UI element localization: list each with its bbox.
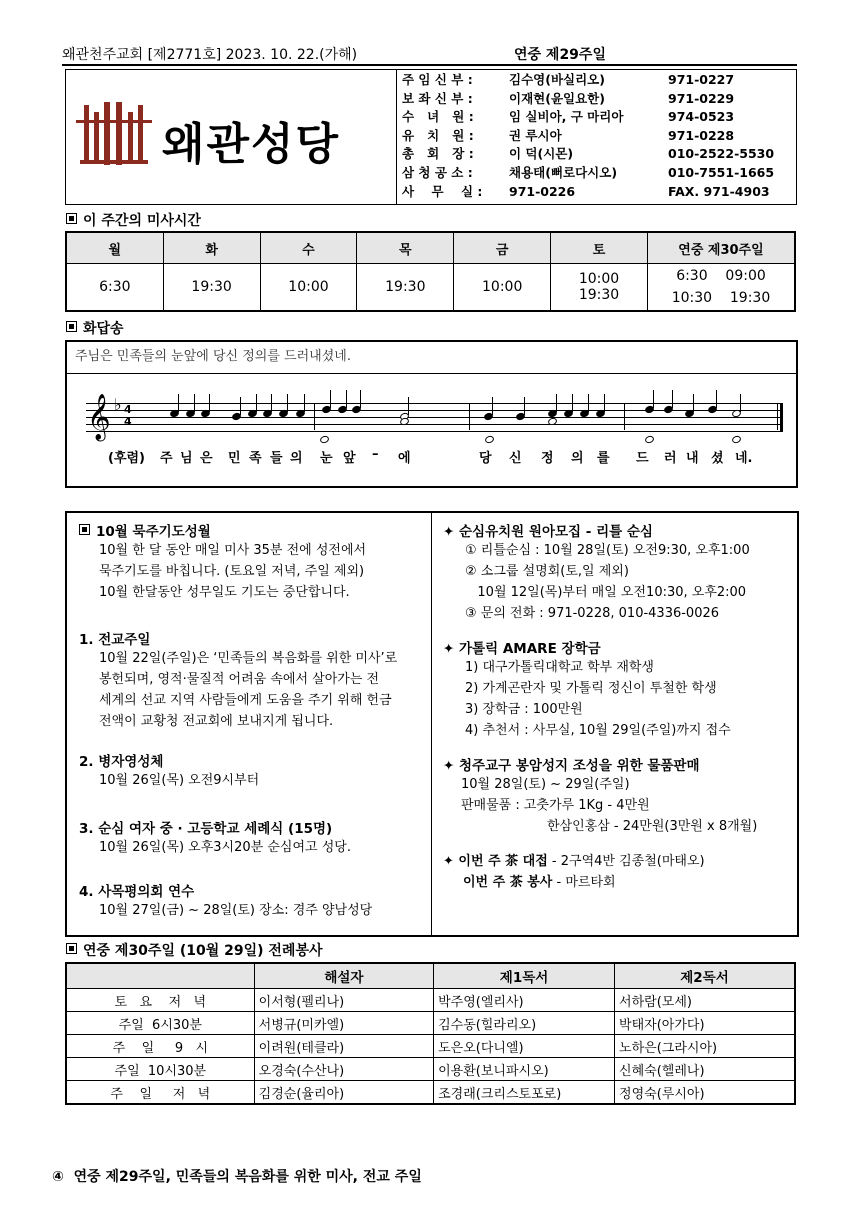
liturgy-reader: 김수동(힐라리오)	[434, 1012, 615, 1035]
liturgy-header-cell: 해설자	[254, 963, 433, 989]
mass-day-header: 금	[454, 232, 551, 264]
staff-role: 삼 청 공 소 :	[402, 165, 473, 180]
diamond-bullet-icon: ✦	[443, 524, 460, 540]
staff-phone: 010-2522-5530	[668, 146, 775, 162]
psalm-lyric-syllable: 의	[290, 451, 303, 466]
staff-name: 김수영(바실리오)	[509, 72, 605, 87]
notice-line: 판매물품 : 고춧가루 1Kg - 4만원	[461, 798, 650, 813]
liturgy-reader: 이용환(보니파시오)	[434, 1058, 615, 1081]
psalm-lyric-syllable: 정	[541, 451, 554, 466]
staff-row	[402, 145, 792, 163]
liturgy-reader: 오경숙(수산나)	[254, 1058, 433, 1081]
note-stem	[588, 394, 589, 412]
diamond-bullet-icon: ✦	[443, 641, 460, 657]
liturgy-reader: 박태자(아가다)	[615, 1012, 795, 1035]
music-staff	[86, 403, 782, 433]
notice-line: 한삼인홍삼 - 24만원(3만원 x 8개월)	[547, 819, 758, 834]
liturgy-reader: 노하은(그라시아)	[615, 1035, 795, 1058]
bar-line	[624, 403, 625, 430]
tea-duty-value: - 2구역4반 김종철(마태오)	[547, 854, 705, 869]
mass-schedule-table	[65, 231, 796, 312]
liturgy-reader: 김경순(율리아)	[254, 1081, 433, 1105]
liturgy-reader: 서병규(미카엘)	[254, 1012, 433, 1035]
sale-body	[443, 774, 793, 837]
notice-line: 10월 26일(목) 오후3시20분 순심여고 성당.	[99, 840, 351, 855]
notice-line: 4) 추천서 : 사무실, 10월 29일(주일)까지 접수	[465, 723, 731, 738]
liturgy-row	[66, 1081, 795, 1105]
liturgy-mass-time: 주일 6시30분	[66, 1012, 254, 1035]
staff-row	[402, 71, 792, 89]
notice-line: 10월 22일(주일)은 ‘민족들의 복음화를 위한 미사’로	[99, 651, 398, 666]
bar-line	[469, 403, 470, 430]
notice-body	[79, 900, 434, 921]
psalm-lyric-syllable: 의	[571, 451, 584, 466]
note-stem	[360, 390, 361, 408]
psalm-lyric-syllable: 당	[479, 451, 492, 466]
notice-line: 3) 장학금 : 100만원	[465, 702, 583, 717]
liturgy-reader: 서하람(모세)	[615, 989, 795, 1012]
psalm-text: 주님은 민족들의 눈앞에 당신 정의를 드러내셨네.	[75, 349, 351, 364]
notice-heading: 4. 사목평의회 연수	[79, 884, 195, 900]
liturgy-header-row	[66, 963, 795, 989]
note-stem	[653, 390, 654, 408]
psalm-lyric-syllable: 눈	[320, 451, 333, 466]
tea-service-label: 이번 주 茶 봉사	[463, 875, 553, 890]
staff-row	[402, 183, 792, 201]
liturgy-reader: 이서형(펠리나)	[254, 989, 433, 1012]
note-stem	[408, 397, 409, 415]
diamond-bullet-icon: ✦	[443, 854, 459, 869]
tea-service	[443, 872, 793, 893]
notice-line: 10월 28일(토) ~ 29일(주일)	[461, 777, 630, 792]
logo-area	[66, 70, 396, 204]
liturgy-row	[66, 989, 795, 1012]
liturgy-header-cell: 제2독서	[615, 963, 795, 989]
rosary-month-body	[79, 540, 434, 603]
header-rule	[62, 64, 797, 66]
staff-role: 사 무 실 :	[402, 183, 483, 199]
liturgy-mass-time: 주 일 저 녁	[66, 1081, 254, 1105]
psalm-lyric-syllable: 내	[686, 451, 699, 466]
liturgy-row	[66, 1012, 795, 1035]
key-signature-flat-icon: ♭	[114, 395, 122, 414]
notice-line: 10월 27일(금) ~ 28일(토) 장소: 경주 양남성당	[99, 903, 373, 918]
psalm-lyric-syllable: 앞	[343, 451, 356, 466]
staff-row	[402, 108, 792, 126]
staff-role: 유 치 원 :	[402, 127, 474, 143]
note-stem	[672, 390, 673, 408]
mass-time-saturday: 19:30	[578, 287, 620, 303]
staff-name: 채용태(뻐로다시오)	[509, 165, 618, 180]
mass-time-cell: 10:00	[260, 264, 357, 312]
note-stem	[492, 397, 493, 415]
liturgy-mass-time: 주 일 9 시	[66, 1035, 254, 1058]
psalm-lyric-syllable: 러	[664, 451, 677, 466]
psalm-lyric-syllable: 민	[228, 451, 241, 466]
notice-heading: 2. 병자영성체	[79, 754, 164, 770]
notice-line: ② 소그룹 설명회(토,일 제외)	[465, 564, 629, 579]
note-stem	[524, 397, 525, 415]
liturgy-reader: 박주영(엘리사)	[434, 989, 615, 1012]
note-stem	[740, 394, 741, 412]
scholarship-heading	[443, 637, 793, 657]
rosary-line: 10월 한 달 동안 매일 미사 35분 전에 성전에서	[99, 543, 367, 558]
staff-phone: 974-0523	[668, 109, 735, 125]
staff-role: 총 회 장 :	[402, 146, 474, 162]
square-bullet-icon	[66, 943, 77, 954]
staff-phone: 971-0227	[668, 72, 735, 87]
liturgy-mass-time: 토 요 저 녁	[66, 989, 254, 1012]
notice-line: 10월 26일(목) 오전9시부터	[99, 773, 260, 788]
diamond-bullet-icon: ✦	[443, 758, 460, 774]
psalm-lyric-syllable: 드	[636, 451, 649, 466]
psalm-lyric-syllable: 셨	[711, 451, 724, 466]
note-stem	[556, 394, 557, 412]
mass-time-cell-saturday	[551, 264, 648, 312]
footer-text: 연중 제29주일, 민족들의 복음화를 위한 미사, 전교 주일	[73, 1169, 422, 1185]
masthead-box	[65, 69, 797, 205]
notice-body	[79, 837, 434, 858]
note-stem	[271, 394, 272, 412]
liturgy-table	[65, 962, 796, 1105]
liturgy-row	[66, 1035, 795, 1058]
bulletin-issue-date: 왜관천주교회 [제2771호] 2023. 10. 22.(가해)	[62, 47, 358, 63]
liturgy-row	[66, 1058, 795, 1081]
mass-time-cell-sunday	[647, 264, 795, 312]
tea-service-value: - 마르타회	[552, 875, 616, 890]
psalm-lyric-syllable: 신	[509, 451, 522, 466]
note-stem	[256, 394, 257, 412]
notice-body	[79, 770, 434, 791]
time-signature: 4 4	[124, 403, 132, 428]
notice-line: 세계의 선교 지역 사람들에게 도움을 주기 위해 헌금	[99, 693, 392, 708]
sale-title: 청주교구 봉암성지 조성을 위한 물품판매	[459, 758, 700, 774]
staff-name: 임 실비아, 구 마리아	[509, 109, 624, 125]
liturgy-header-cell	[66, 963, 254, 989]
scholarship-title: 가톨릭 AMARE 장학금	[459, 641, 601, 657]
liturgy-mass-time: 주일 10시30분	[66, 1058, 254, 1081]
note-stem	[716, 390, 717, 408]
staff-name: 이 덕(시몬)	[509, 146, 574, 162]
note-stem	[209, 394, 210, 412]
kindergarten-title: 순심유치원 원아모집 - 리틀 순심	[459, 524, 653, 540]
mass-time-saturday: 10:00	[578, 271, 620, 287]
note-stem	[287, 394, 288, 412]
psalm-lyric-syllable: 를	[597, 451, 610, 466]
note-stem	[346, 390, 347, 408]
psalm-lyric-syllable: 주	[160, 451, 173, 466]
mass-times-row	[66, 264, 795, 312]
notice-heading: 1. 전교주일	[79, 632, 151, 648]
staff-role: 수 녀 원 :	[402, 109, 474, 125]
liturgy-reader: 조경래(크리스토포로)	[434, 1081, 615, 1105]
staff-name: 이재현(윤일요한)	[509, 90, 605, 106]
psalm-lyric-syllable: 님	[180, 451, 193, 466]
psalm-lyric-syllable: 에	[398, 451, 411, 466]
psalm-lyric-syllable: 들	[270, 451, 283, 466]
kindergarten-heading	[443, 520, 793, 540]
mass-schedule-title-text: 이 주간의 미사시간	[83, 213, 201, 229]
mass-time-sunday: 10:30 19:30	[671, 290, 771, 306]
psalm-title	[66, 318, 124, 338]
note-stem	[693, 394, 694, 412]
notice-body	[79, 648, 434, 732]
liturgy-reader: 신혜숙(헬레나)	[615, 1058, 795, 1081]
notice-line: 전액이 교황청 전교회에 보내지게 됩니다.	[99, 714, 334, 729]
notice-line: 봉헌되며, 영적·물질적 어려움 속에서 살아가는 전	[99, 672, 380, 687]
liturgy-reader: 정영숙(루시아)	[615, 1081, 795, 1105]
mass-day-header: 토	[551, 232, 648, 264]
rosary-line: 10월 한달동안 성무일도 기도는 중단합니다.	[99, 585, 350, 600]
mass-time-cell: 19:30	[163, 264, 260, 312]
liturgy-title	[66, 940, 323, 960]
liturgy-header-cell: 제1독서	[434, 963, 615, 989]
liturgy-reader: 도은오(다니엘)	[434, 1035, 615, 1058]
notice-line: 1) 대구가톨릭대학교 학부 재학생	[465, 660, 654, 675]
psalm-lyric-syllable: 은	[200, 451, 213, 466]
note-stem	[604, 394, 605, 412]
notice-line: ① 리틀순심 : 10월 28일(토) 오전9:30, 오후1:00	[465, 543, 750, 558]
bar-line	[314, 403, 315, 430]
mass-day-header: 목	[357, 232, 454, 264]
mass-time-cell: 10:00	[454, 264, 551, 312]
note-stem	[572, 394, 573, 412]
notices-right-column	[443, 520, 793, 893]
notice-line: ③ 문의 전화 : 971-0228, 010-4336-0026	[465, 606, 720, 621]
psalm-lyric-syllable: 네.	[735, 451, 753, 466]
left-notice-items	[79, 628, 434, 921]
note-stem	[304, 394, 305, 412]
final-bar-line	[780, 403, 783, 432]
page-number: ④	[52, 1169, 64, 1185]
notice-line: 10월 12일(목)부터 매일 오전10:30, 오후2:00	[465, 585, 747, 600]
liturgy-title-text: 연중 제30주일 (10월 29일) 전례봉사	[83, 943, 323, 959]
sale-heading	[443, 754, 793, 774]
liturgy-reader: 이려원(테클라)	[254, 1035, 433, 1058]
notices-left-column	[79, 520, 434, 921]
mass-schedule-title	[66, 210, 201, 230]
mass-header-row	[66, 232, 795, 264]
mass-time-sunday: 6:30 09:00	[676, 268, 766, 284]
rosary-line: 묵주기도를 바칩니다. (토요일 저녁, 주일 제외)	[99, 564, 365, 579]
mass-time-cell: 19:30	[357, 264, 454, 312]
psalm-divider	[67, 373, 796, 374]
liturgical-sunday: 연중 제29주일	[514, 47, 606, 63]
psalm-title-text: 화답송	[83, 321, 124, 337]
note-stem	[194, 394, 195, 412]
footer	[52, 1166, 422, 1186]
staff-role: 보 좌 신 부 :	[402, 90, 473, 106]
scholarship-body	[443, 657, 793, 741]
square-bullet-icon	[79, 524, 90, 535]
note-stem	[330, 390, 331, 408]
parish-name-logo: 왜관성당	[162, 119, 341, 170]
staff-role: 주 임 신 부 :	[402, 72, 473, 87]
treble-clef-icon: 𝄞	[87, 394, 111, 440]
psalm-lyric-syllable: –	[372, 447, 379, 462]
parish-logo-icon	[74, 100, 154, 170]
mass-day-header: 수	[260, 232, 357, 264]
mass-day-header: 화	[163, 232, 260, 264]
tea-duty-label: 이번 주 茶 대접	[458, 854, 548, 869]
staff-phone: FAX. 971-4903	[668, 183, 770, 199]
rosary-month-heading	[79, 520, 434, 540]
mass-time-cell: 6:30	[66, 264, 163, 312]
staff-row	[402, 127, 792, 145]
kindergarten-body	[443, 540, 793, 624]
staff-row	[402, 164, 792, 182]
mass-day-header: 연중 제30주일	[647, 232, 795, 264]
psalm-lyric-syllable: 족	[249, 451, 262, 466]
note-stem	[240, 397, 241, 415]
staff-row	[402, 90, 792, 108]
note-stem	[178, 394, 179, 412]
staff-name: 권 루시아	[509, 127, 562, 143]
tea-duty	[443, 851, 793, 872]
mass-day-header: 월	[66, 232, 163, 264]
square-bullet-icon	[66, 213, 77, 224]
rosary-month-title: 10월 묵주기도성월	[96, 524, 211, 540]
staff-phone: 971-0229	[668, 90, 735, 106]
bar-line	[777, 403, 778, 430]
staff-name: 971-0226	[509, 183, 576, 199]
notice-heading: 3. 순심 여자 중 · 고등학교 세례식 (15명)	[79, 821, 333, 837]
staff-phone: 971-0228	[668, 127, 735, 143]
masthead-divider	[396, 70, 397, 204]
staff-phone: 010-7551-1665	[668, 165, 775, 180]
square-bullet-icon	[66, 321, 77, 332]
psalm-lyric-syllable: (후렴)	[108, 451, 145, 466]
notice-line: 2) 가계곤란자 및 가톨릭 정신이 투철한 학생	[465, 681, 717, 696]
